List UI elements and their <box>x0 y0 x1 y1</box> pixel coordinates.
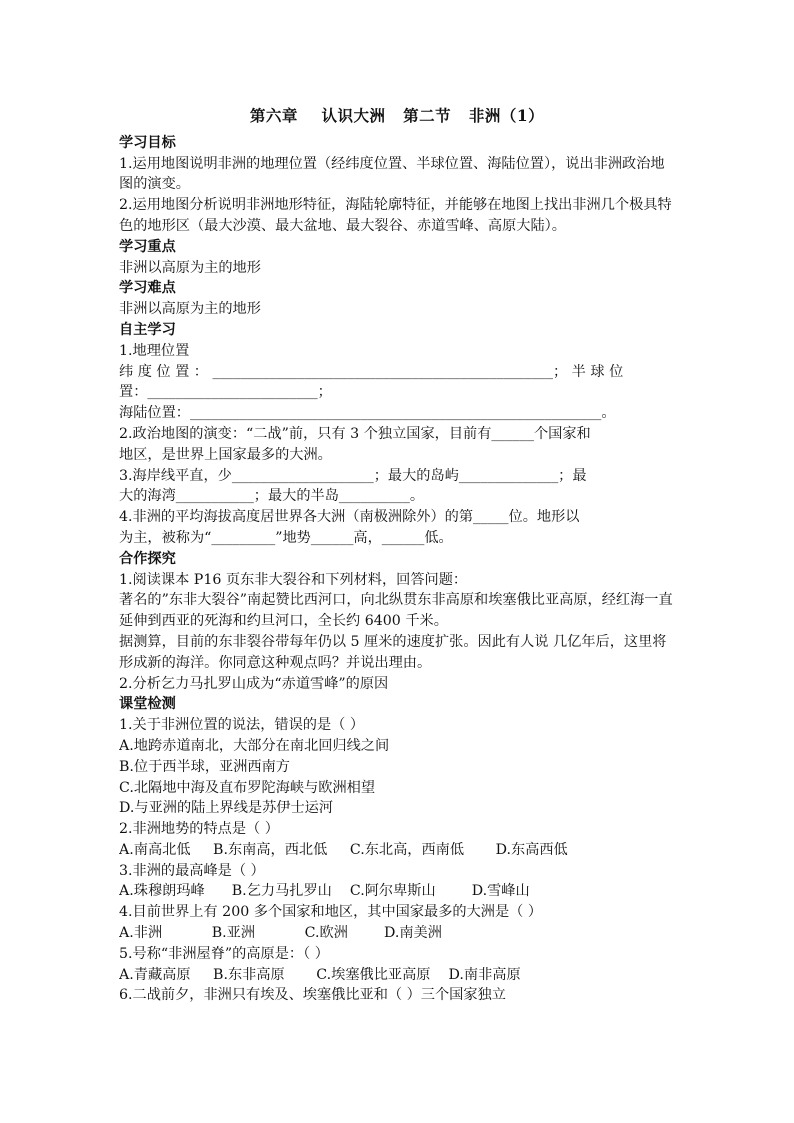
page-title: 第六章 认识大洲 第二节 非洲（1） <box>249 106 545 125</box>
elevation-line-2: 为主，被称为“_________”地势______高，______低。 <box>119 529 453 546</box>
hemisphere-blank-line: 置：________________________； <box>119 384 332 401</box>
question-3-options: A.珠穆朗玛峰 B.乞力马扎罗山 C.阿尔卑斯山 D.雪峰山 <box>119 883 530 900</box>
question-1: 1.关于非洲位置的说法，错误的是（ ） <box>119 717 365 734</box>
question-1-option-c: C.北隔地中海及直布罗陀海峡与欧洲相望 <box>119 779 376 796</box>
difficulty-heading: 学习难点 <box>119 280 176 297</box>
political-map-line-1: 2.政治地图的演变：“二战”前，只有 3 个独立国家，目前有______个国家和 <box>119 425 591 442</box>
question-3: 3.非洲的最高峰是（ ） <box>119 862 265 879</box>
coop-heading: 合作探究 <box>119 550 176 567</box>
coop-material-1: 著名的”东非大裂谷”南起赞比西河口，向北纵贯东非高原和埃塞俄比亚高原，经红海一直延伸到西亚的死海和约旦河口，全长约 6400 千米。 <box>119 592 673 630</box>
question-4-options: A.非洲 B.亚洲 C.欧洲 D.南美洲 <box>119 925 442 942</box>
key-point-text: 非洲以高原为主的地形 <box>119 259 261 276</box>
question-2-options: A.南高北低 B.东南高，西北低 C.东北高，西南低 D.东高西低 <box>119 841 568 858</box>
coop-material-2: 据测算，目前的东非裂谷带每年仍以 5 厘米的速度扩张。因此有人说 几亿年后，这里将形成新的海洋。你同意这种观点吗？并说出理由。 <box>119 633 667 671</box>
question-4: 4.目前世界上有 200 多个国家和地区，其中国家最多的大洲是（ ） <box>119 904 543 921</box>
key-point-heading: 学习重点 <box>119 238 176 255</box>
worksheet-content <box>119 106 675 1006</box>
question-2: 2.非洲地势的特点是（ ） <box>119 821 279 838</box>
sea-land-blank-line: 海陆位置：__________________________________________________________。 <box>119 405 616 422</box>
question-5-options: A.青藏高原 B.东非高原 C.埃塞俄比亚高原 D.南非高原 <box>119 966 521 983</box>
question-1-option-a: A.地跨赤道南北，大部分在南北回归线之间 <box>119 737 390 754</box>
question-1-option-b: B.位于西半球，亚洲西南方 <box>119 758 290 775</box>
question-5: 5.号称“非洲屋脊”的高原是：（ ） <box>119 945 329 962</box>
coastline-line-2: 大的海湾___________；最大的半岛__________。 <box>119 488 425 505</box>
goal-item-2: 2.运用地图分析说明非洲地形特征，海陆轮廓特征，并能够在地图上找出非洲几个极具特色的地形区（最大沙漠、最大盆地、最大裂谷、赤道雪峰、高原大陆）。 <box>119 197 672 234</box>
self-study-heading: 自主学习 <box>119 321 176 338</box>
goal-item-1: 1.运用地图说明非洲的地理位置（经纬度位置、半球位置、海陆位置），说出非洲政治地图的演变。 <box>119 155 665 193</box>
political-map-line-2: 地区，是世界上国家最多的大洲。 <box>119 446 332 463</box>
question-1-option-d: D.与亚洲的陆上界线是苏伊士运河 <box>119 800 334 817</box>
lat-lon-blank-line: 纬 度 位 置 ： ________________________________________________； 半 球 位 <box>119 363 624 380</box>
self-study-item-1: 1.地理位置 <box>119 342 190 359</box>
question-6: 6.二战前夕，非洲只有埃及、埃塞俄比亚和（ ）三个国家独立 <box>119 987 506 1004</box>
coop-item-2: 2.分析乞力马扎罗山成为“赤道雪峰”的原因 <box>119 675 389 692</box>
test-heading: 课堂检测 <box>119 696 176 713</box>
goals-heading: 学习目标 <box>119 134 176 151</box>
coop-item-1: 1.阅读课本 P16 页东非大裂谷和下列材料，回答问题： <box>119 571 468 588</box>
difficulty-text: 非洲以高原为主的地形 <box>119 301 261 318</box>
coastline-line-1: 3.海岸线平直，少____________________；最大的岛屿______________；最 <box>119 467 587 484</box>
elevation-line-1: 4.非洲的平均海拔高度居世界各大洲（南极洲除外）的第_____位。地形以 <box>119 509 580 526</box>
